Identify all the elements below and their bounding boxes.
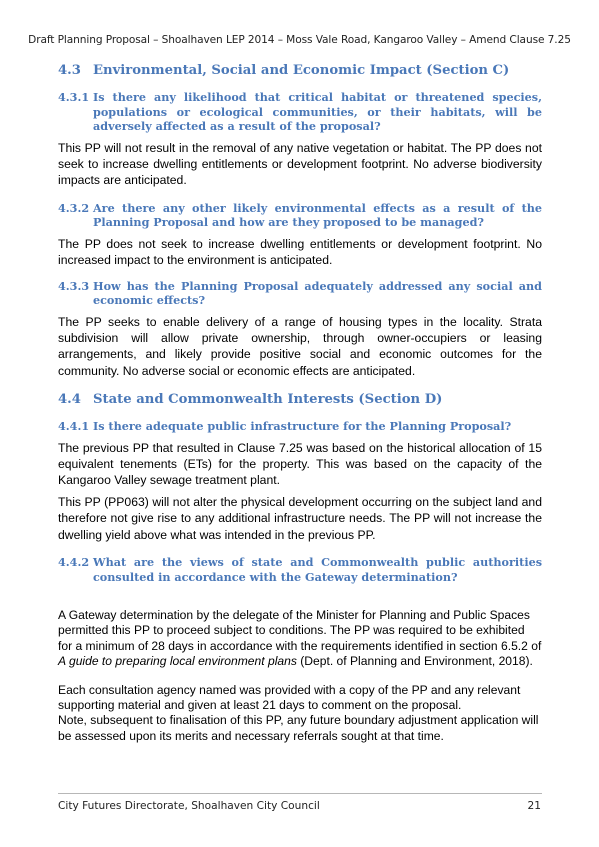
page-header: Draft Planning Proposal – Shoalhaven LEP 2014 – Moss Vale Road, Kangaroo Valley – Amend Clause 7.25: [28, 34, 571, 46]
subsection-number: 4.3.3: [58, 278, 90, 293]
subsection-heading-4-3-2: [58, 201, 542, 230]
section-heading-4-3: [58, 62, 542, 80]
subsection-number: 4.3.1: [58, 90, 90, 104]
subsection-heading-4-4-1: [58, 419, 542, 434]
section-title: State and Commonwealth Interests (Section D): [93, 392, 443, 408]
subsection-number: 4.3.2: [58, 200, 90, 215]
paragraph: Note, subsequent to finalisation of this PP, any future boundary adjustment application will be assessed upon its merits and necessary referrals sought at that time.: [58, 713, 539, 743]
subsection-heading-4-3-1: [58, 90, 542, 134]
section-number: 4.4: [58, 392, 81, 408]
subsection-heading-4-3-3: [58, 279, 542, 308]
paragraph: The PP seeks to enable delivery of a range of housing types in the locality. Strata subdivision will allow private ownership, through owner-occupiers or leasing arrangements, and likely provide positive social and economic outcomes for the community. No adverse social or economic effects are anticipated.: [58, 314, 542, 378]
paragraph: Each consultation agency named was provided with a copy of the PP and any relevant supporting material and given at least 21 days to comment on the proposal.: [58, 682, 521, 713]
text-run: (Dept. of Planning and Environment, 2018).: [296, 653, 533, 668]
page-content: [58, 62, 542, 744]
footer-text: City Futures Directorate, Shoalhaven City Council: [58, 800, 320, 812]
text-run: A Gateway determination by the delegate of the Minister for Planning and Public Spaces permitted this PP to proceed subject to conditions. The PP was required to be exhibited for a minimum of 28 days in accordance with the requirements identified in section 6.5.2 of: [58, 608, 542, 653]
section-number: 4.3: [58, 63, 81, 78]
section-heading-4-4: [58, 391, 542, 409]
subsection-title: Are there any other likely environmental effects as a result of the Planning Proposal and how are they proposed to be managed?: [93, 200, 542, 230]
subsection-heading-4-4-2: [58, 555, 542, 584]
footer-divider: [58, 793, 542, 794]
guide-title: A guide to preparing local environment plans: [58, 653, 297, 668]
subsection-title: What are the views of state and Commonwealth public authorities consulted in accordance with the Gateway determination?: [93, 555, 542, 584]
subsection-title: Is there any likelihood that critical habitat or threatened species, populations or ecological communities, or their habitats, will be adversely affected as a result of the proposal?: [93, 90, 542, 133]
subsection-title: Is there adequate public infrastructure for the Planning Proposal?: [93, 419, 512, 434]
paragraph: The previous PP that resulted in Clause 7.25 was based on the historical allocation of 15 equivalent tenements (ETs) for the property. This was based on the capacity of the Kangaroo Valley sewage treatment plant.: [58, 440, 542, 488]
subsection-number: 4.4.1: [58, 419, 90, 434]
paragraph: This PP (PP063) will not alter the physical development occurring on the subject land and therefore not give rise to any additional infrastructure needs. The PP will not increase the dwelling yield above what was intended in the previous PP.: [58, 494, 542, 542]
subsection-title: How has the Planning Proposal adequately addressed any social and economic effects?: [93, 278, 542, 308]
page-number: 21: [527, 800, 541, 812]
paragraph: This PP will not result in the removal of any native vegetation or habitat. The PP does not seek to increase dwelling entitlements or development footprint. No adverse biodiversity impacts are anticipated.: [58, 140, 542, 188]
paragraph: The PP does not seek to increase dwelling entitlements or development footprint. No increased impact to the environment is anticipated.: [58, 236, 542, 268]
paragraph: [58, 608, 542, 669]
section-title: Environmental, Social and Economic Impact (Section C): [93, 63, 510, 78]
subsection-number: 4.4.2: [58, 555, 90, 570]
